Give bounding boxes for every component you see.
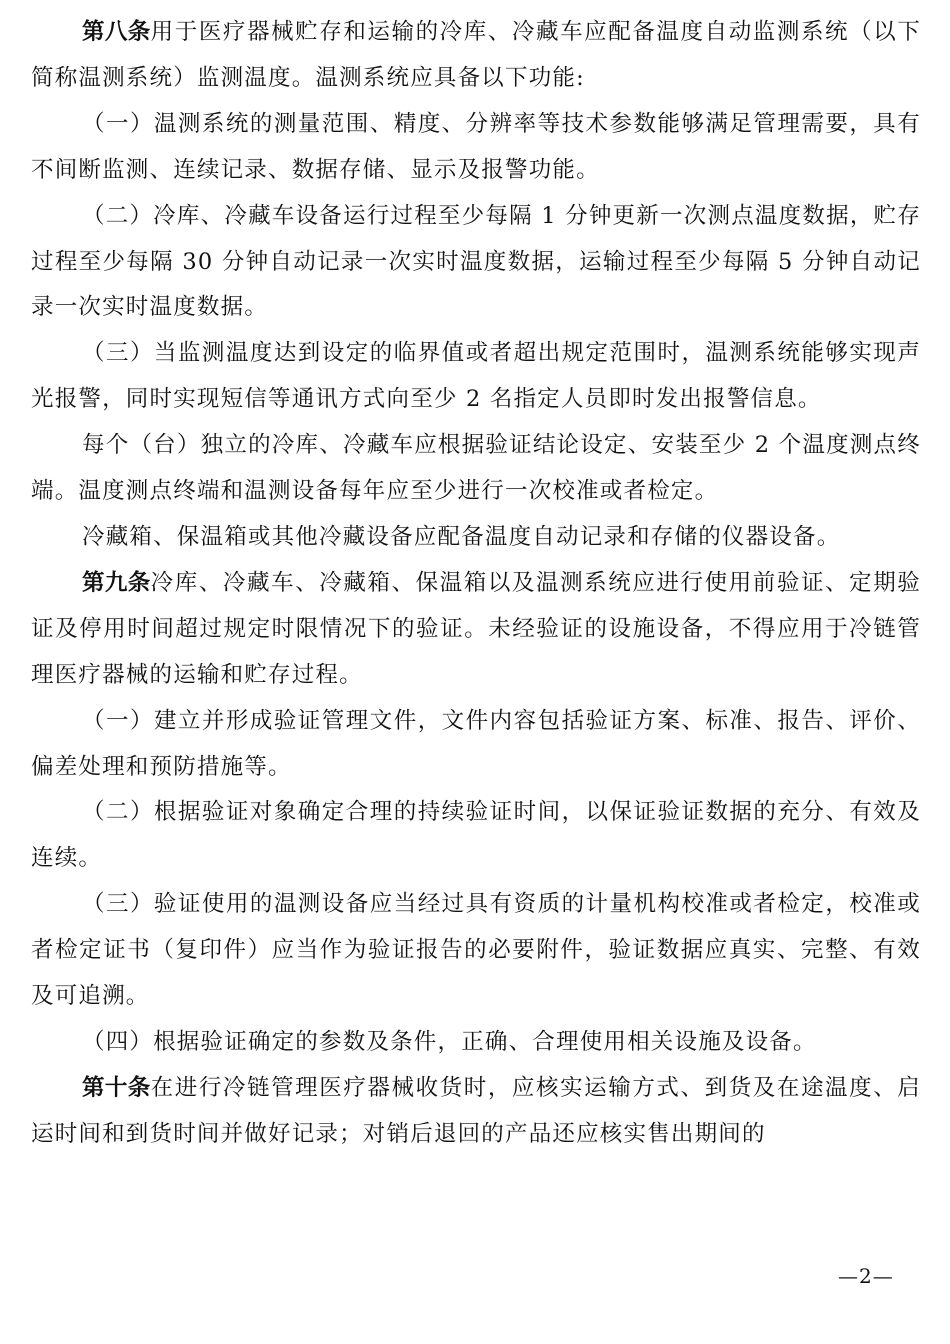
page-number: —2— xyxy=(838,1264,894,1288)
paragraph-article-9 xyxy=(31,561,921,699)
paragraph-9-item-4 xyxy=(31,1020,921,1066)
paragraph-text: 冷藏箱、保温箱或其他冷藏设备应配备温度自动记录和存储的仪器设备。 xyxy=(82,523,841,550)
paragraph-9-item-2 xyxy=(31,790,921,882)
paragraph-text: （三）验证使用的温测设备应当经过具有资质的计量机构校准或者检定，校准或者检定证书（复印件）应当作为验证报告的必要附件，验证数据应真实、完整、有效及可追溯。 xyxy=(31,891,921,1010)
document-body xyxy=(31,10,921,1158)
paragraph-text: （三）当监测温度达到设定的临界值或者超出规定范围时，温测系统能够实现声光报警，同时实现短信等通讯方式向至少 2 名指定人员即时发出报警信息。 xyxy=(31,340,921,413)
paragraph-8-item-2 xyxy=(31,194,921,332)
paragraph-text: （二）根据验证对象确定合理的持续验证时间，以保证验证数据的充分、有效及连续。 xyxy=(31,799,921,872)
paragraph-text: （四）根据验证确定的参数及条件，正确、合理使用相关设施及设备。 xyxy=(82,1028,817,1055)
article-heading: 第九条 xyxy=(82,569,151,596)
paragraph-9-item-1 xyxy=(31,699,921,791)
paragraph-text: （一）温测系统的测量范围、精度、分辨率等技术参数能够满足管理需要，具有不间断监测、连续记录、数据存储、显示及报警功能。 xyxy=(31,110,921,183)
paragraph-8-item-3 xyxy=(31,331,921,423)
article-heading: 第八条 xyxy=(82,19,151,45)
paragraph-8-item-1 xyxy=(31,102,921,194)
article-heading: 第十条 xyxy=(82,1074,151,1101)
paragraph-article-10 xyxy=(31,1066,921,1158)
paragraph-text: （二）冷库、冷藏车设备运行过程至少每隔 1 分钟更新一次测点温度数据，贮存过程至少每隔 30 分钟自动记录一次实时温度数据，运输过程至少每隔 5 分钟自动记录一次实时温度数据。 xyxy=(31,202,921,321)
paragraph-text: 冷库、冷藏车、冷藏箱、保温箱以及温测系统应进行使用前验证、定期验证及停用时间超过规定时限情况下的验证。未经验证的设施设备，不得应用于冷链管理医疗器械的运输和贮存过程。 xyxy=(31,569,921,688)
paragraph-8-sensors xyxy=(31,423,921,515)
paragraph-9-item-3 xyxy=(31,882,921,1020)
paragraph-article-8 xyxy=(31,10,921,102)
paragraph-text: 在进行冷链管理医疗器械收货时，应核实运输方式、到货及在途温度、启运时间和到货时间并做好记录；对销后退回的产品还应核实售出期间的 xyxy=(31,1074,921,1147)
paragraph-text: （一）建立并形成验证管理文件，文件内容包括验证方案、标准、报告、评价、偏差处理和预防措施等。 xyxy=(31,707,921,780)
paragraph-text: 每个（台）独立的冷库、冷藏车应根据验证结论设定、安装至少 2 个温度测点终端。温度测点终端和温测设备每年应至少进行一次校准或者检定。 xyxy=(31,432,921,505)
paragraph-8-boxes xyxy=(31,515,921,561)
paragraph-text: 用于医疗器械贮存和运输的冷库、冷藏车应配备温度自动监测系统（以下简称温测系统）监测温度。温测系统应具备以下功能: xyxy=(31,19,921,91)
